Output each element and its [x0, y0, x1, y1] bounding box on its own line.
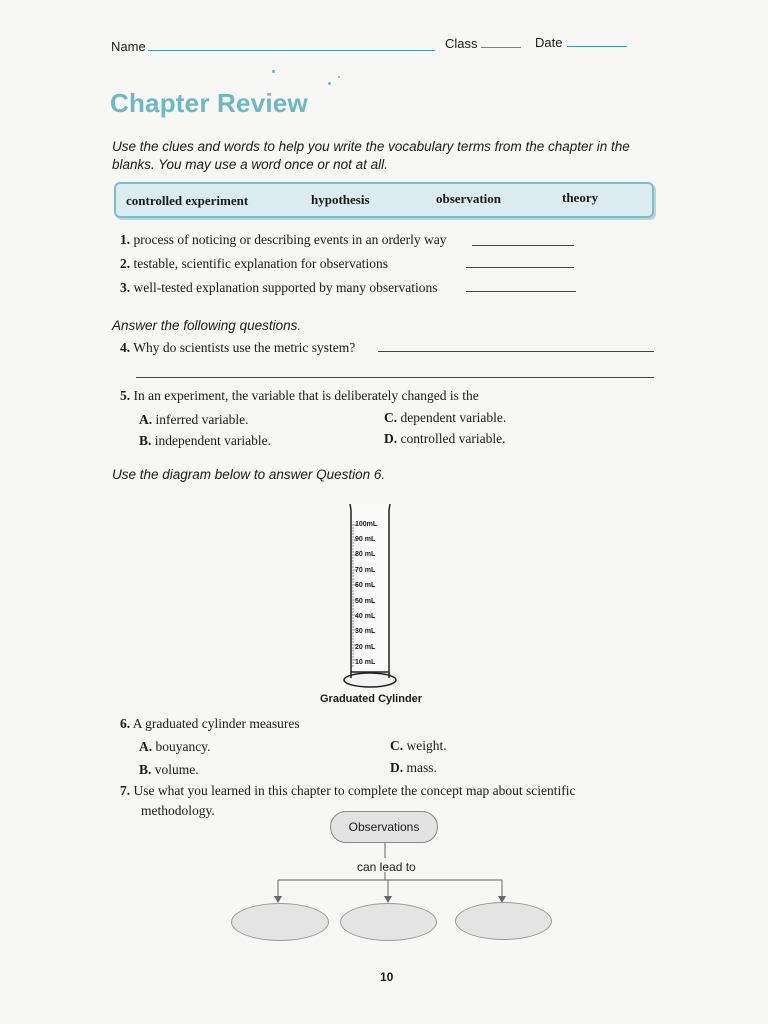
- name-label: Name: [111, 39, 146, 54]
- cylinder-mark: 80 mL: [355, 551, 376, 558]
- vocab-question: 2. testable, scientific explanation for observations: [120, 256, 389, 271]
- cylinder-caption: Graduated Cylinder: [320, 693, 423, 705]
- cylinder-mark: 40 mL: [355, 613, 376, 620]
- option-a[interactable]: A. bouyancy.: [139, 739, 211, 754]
- answer-instructions: Answer the following questions.: [112, 318, 302, 333]
- vocab-instructions: Use the clues and words to help you write the vocabulary terms from the chapter in the blanks. You may use a word once or not at all.: [112, 139, 630, 172]
- option-d[interactable]: D. controlled variable.: [384, 431, 506, 446]
- word-bank-term: observation: [436, 191, 501, 206]
- question-7-continued: methodology.: [141, 803, 215, 818]
- question-5: 5. In an experiment, the variable that is deliberately changed is the: [120, 388, 479, 403]
- cylinder-mark: 70 mL: [355, 567, 376, 574]
- option-c[interactable]: C. weight.: [390, 738, 447, 753]
- cylinder-mark: 50 mL: [355, 598, 376, 605]
- word-bank-term: hypothesis: [311, 192, 370, 207]
- option-b[interactable]: B. independent variable.: [139, 433, 271, 448]
- cylinder-mark: 30 mL: [355, 628, 376, 635]
- cylinder-mark: 20 mL: [355, 644, 376, 651]
- word-bank-term: controlled experiment: [126, 193, 249, 208]
- option-c[interactable]: C. dependent variable.: [384, 410, 507, 425]
- word-bank-term: theory: [562, 190, 599, 205]
- question-7: 7. Use what you learned in this chapter to complete the concept map about scientific: [120, 783, 576, 798]
- concept-map-blank-1[interactable]: [231, 903, 329, 941]
- question-6: 6. A graduated cylinder measures: [120, 716, 300, 731]
- cylinder-mark: 10 mL: [355, 659, 376, 666]
- vocab-question: 3. well-tested explanation supported by many observations: [120, 280, 438, 295]
- cylinder-mark: 90 mL: [355, 536, 376, 543]
- cylinder-mark: 60 mL: [355, 582, 376, 589]
- page-title: Chapter Review: [110, 88, 308, 118]
- option-b[interactable]: B. volume.: [139, 762, 199, 777]
- class-label: Class: [445, 36, 478, 51]
- page-number: 10: [380, 970, 394, 984]
- option-d[interactable]: D. mass.: [390, 760, 437, 775]
- concept-map-root: Observations: [330, 811, 438, 843]
- cylinder-mark: 100mL: [355, 521, 378, 528]
- concept-map-blank-2[interactable]: [340, 903, 437, 941]
- vocab-question: 1. process of noticing or describing events in an orderly way: [120, 232, 447, 247]
- question-4: 4. Why do scientists use the metric system?: [120, 340, 356, 355]
- concept-map-blank-3[interactable]: [455, 902, 552, 940]
- option-a[interactable]: A. inferred variable.: [139, 412, 249, 427]
- concept-map-link-label: can lead to: [357, 860, 416, 874]
- date-label: Date: [535, 35, 563, 50]
- diagram-instructions: Use the diagram below to answer Question 6.: [112, 467, 386, 482]
